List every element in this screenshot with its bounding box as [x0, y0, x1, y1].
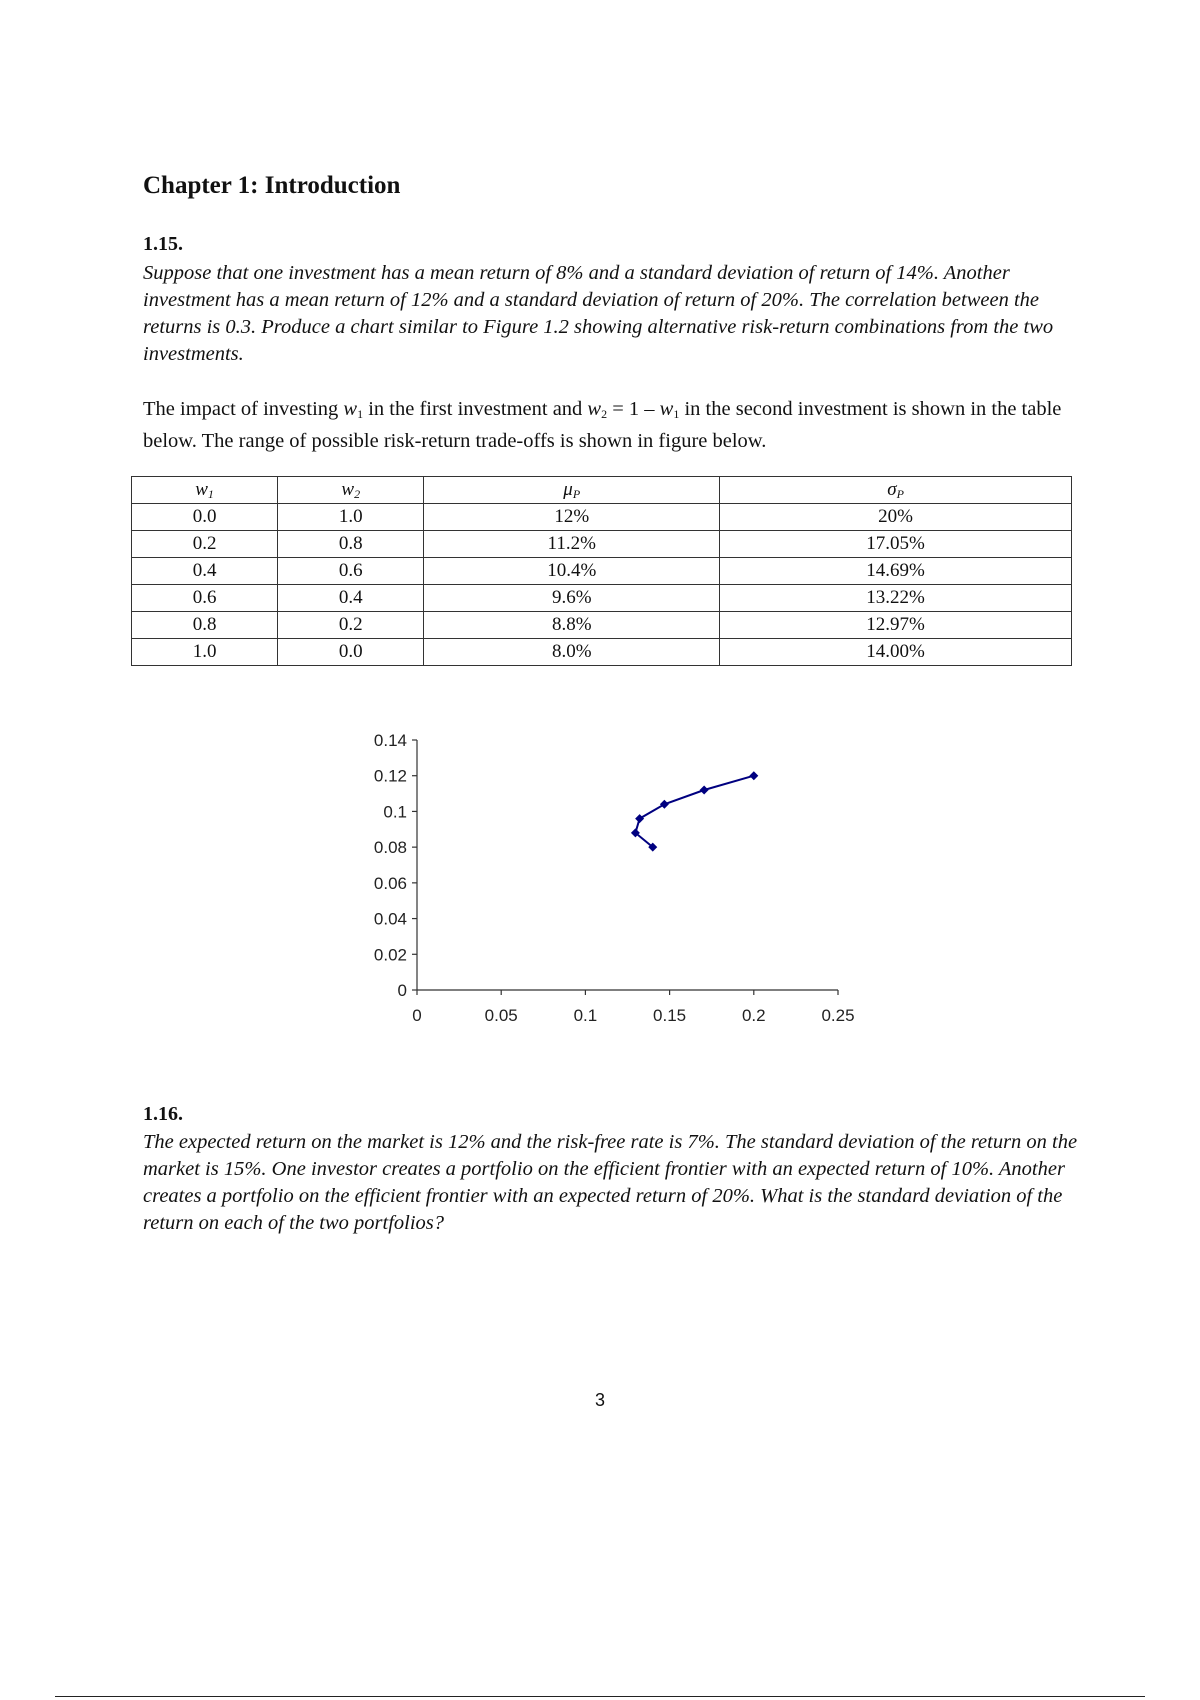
y-tick-label: 0.14	[373, 731, 407, 750]
question-number-1-15: 1.15.	[143, 233, 183, 255]
table-cell: 14.69%	[720, 558, 1072, 585]
table-row	[132, 639, 1072, 666]
table-cell: 14.00%	[720, 639, 1072, 666]
table-cell: 0.6	[278, 558, 424, 585]
data-point	[749, 771, 758, 780]
table-cell: 0.4	[132, 558, 278, 585]
header-mu-p: $\mu_P$	[424, 477, 720, 504]
x-tick-label: 0.1	[573, 1006, 598, 1025]
table-cell: 0.0	[278, 639, 424, 666]
page-number: 3	[594, 1390, 605, 1410]
table-cell: 1.0	[278, 504, 424, 531]
series-line	[635, 776, 753, 847]
table-cell: 11.2%	[424, 531, 720, 558]
table-cell: 12.97%	[720, 612, 1072, 639]
table-cell: 0.6	[132, 585, 278, 612]
y-tick-label: 0.02	[373, 945, 407, 965]
table-cell: 17.05%	[720, 531, 1072, 558]
data-point	[700, 786, 709, 795]
table-cell: 0.8	[278, 531, 424, 558]
table-row	[132, 504, 1072, 531]
answer-intro-1-15: The impact of investing $w_1$ in the first investment and $w_2 = 1 - w_1$ in the second investment is shown in the table below. The range of possible risk-return trade-offs is shown in figure below.	[143, 398, 1062, 452]
table-cell: 0.8	[132, 612, 278, 639]
y-tick-label: 0.04	[373, 909, 407, 929]
table-header-row	[132, 477, 1072, 504]
y-tick-label: 0	[397, 981, 407, 1000]
weights-table	[131, 476, 1072, 666]
header-sigma-p: $\sigma_P$	[720, 477, 1072, 504]
question-number-1-16: 1.16.	[143, 1103, 183, 1125]
chapter-title: Chapter 1: Introduction	[143, 172, 401, 199]
table-cell: 12%	[424, 504, 720, 531]
table-cell: 0.4	[278, 585, 424, 612]
y-tick-label: 0.1	[383, 802, 407, 822]
x-tick-label: 0	[412, 1006, 422, 1025]
y-tick-label: 0.12	[373, 766, 407, 786]
header-w2: $w_2$	[278, 477, 424, 504]
table-cell: 0.2	[278, 612, 424, 639]
data-point	[660, 800, 669, 809]
table-row	[132, 585, 1072, 612]
y-tick-label: 0.08	[373, 838, 407, 858]
y-tick-label: 0.06	[373, 873, 407, 893]
x-tick-label: 0.05	[484, 1006, 518, 1025]
data-point	[635, 814, 644, 823]
table-cell: 20%	[720, 504, 1072, 531]
x-tick-label: 0.15	[653, 1006, 687, 1025]
question-text-1-15: Suppose that one investment has a mean return of 8% and a standard deviation of return of 14%. Another investment has a mean return of 12% and a standard deviation of return of 20%. The correlation between the returns is 0.3. Produce a chart similar to Figure 1.2 showing alternative risk-return combinations from the two investments.	[143, 262, 1054, 365]
table-cell: 13.22%	[720, 585, 1072, 612]
table-cell: 1.0	[132, 639, 278, 666]
x-tick-label: 0.2	[741, 1006, 766, 1025]
table-row	[132, 558, 1072, 585]
header-w1: $w_1$	[132, 477, 278, 504]
risk-return-chart	[340, 725, 880, 1045]
table-cell: 10.4%	[424, 558, 720, 585]
table-cell: 8.8%	[424, 612, 720, 639]
footer-rule	[55, 1696, 1145, 1697]
table-row	[132, 612, 1072, 639]
table-row	[132, 531, 1072, 558]
table-cell: 8.0%	[424, 639, 720, 666]
x-tick-label: 0.25	[821, 1006, 855, 1025]
table-cell: 0.2	[132, 531, 278, 558]
question-text-1-16: The expected return on the market is 12% and the risk-free rate is 7%. The standard deviation of the return on the market is 15%. One investor creates a portfolio on the efficient frontier with an expected return of 10%. Another creates a portfolio on the efficient frontier with an expected return of 20%. What is the standard deviation of the return on each of the two portfolios?	[143, 1131, 1078, 1234]
table-cell: 0.0	[132, 504, 278, 531]
table-cell: 9.6%	[424, 585, 720, 612]
